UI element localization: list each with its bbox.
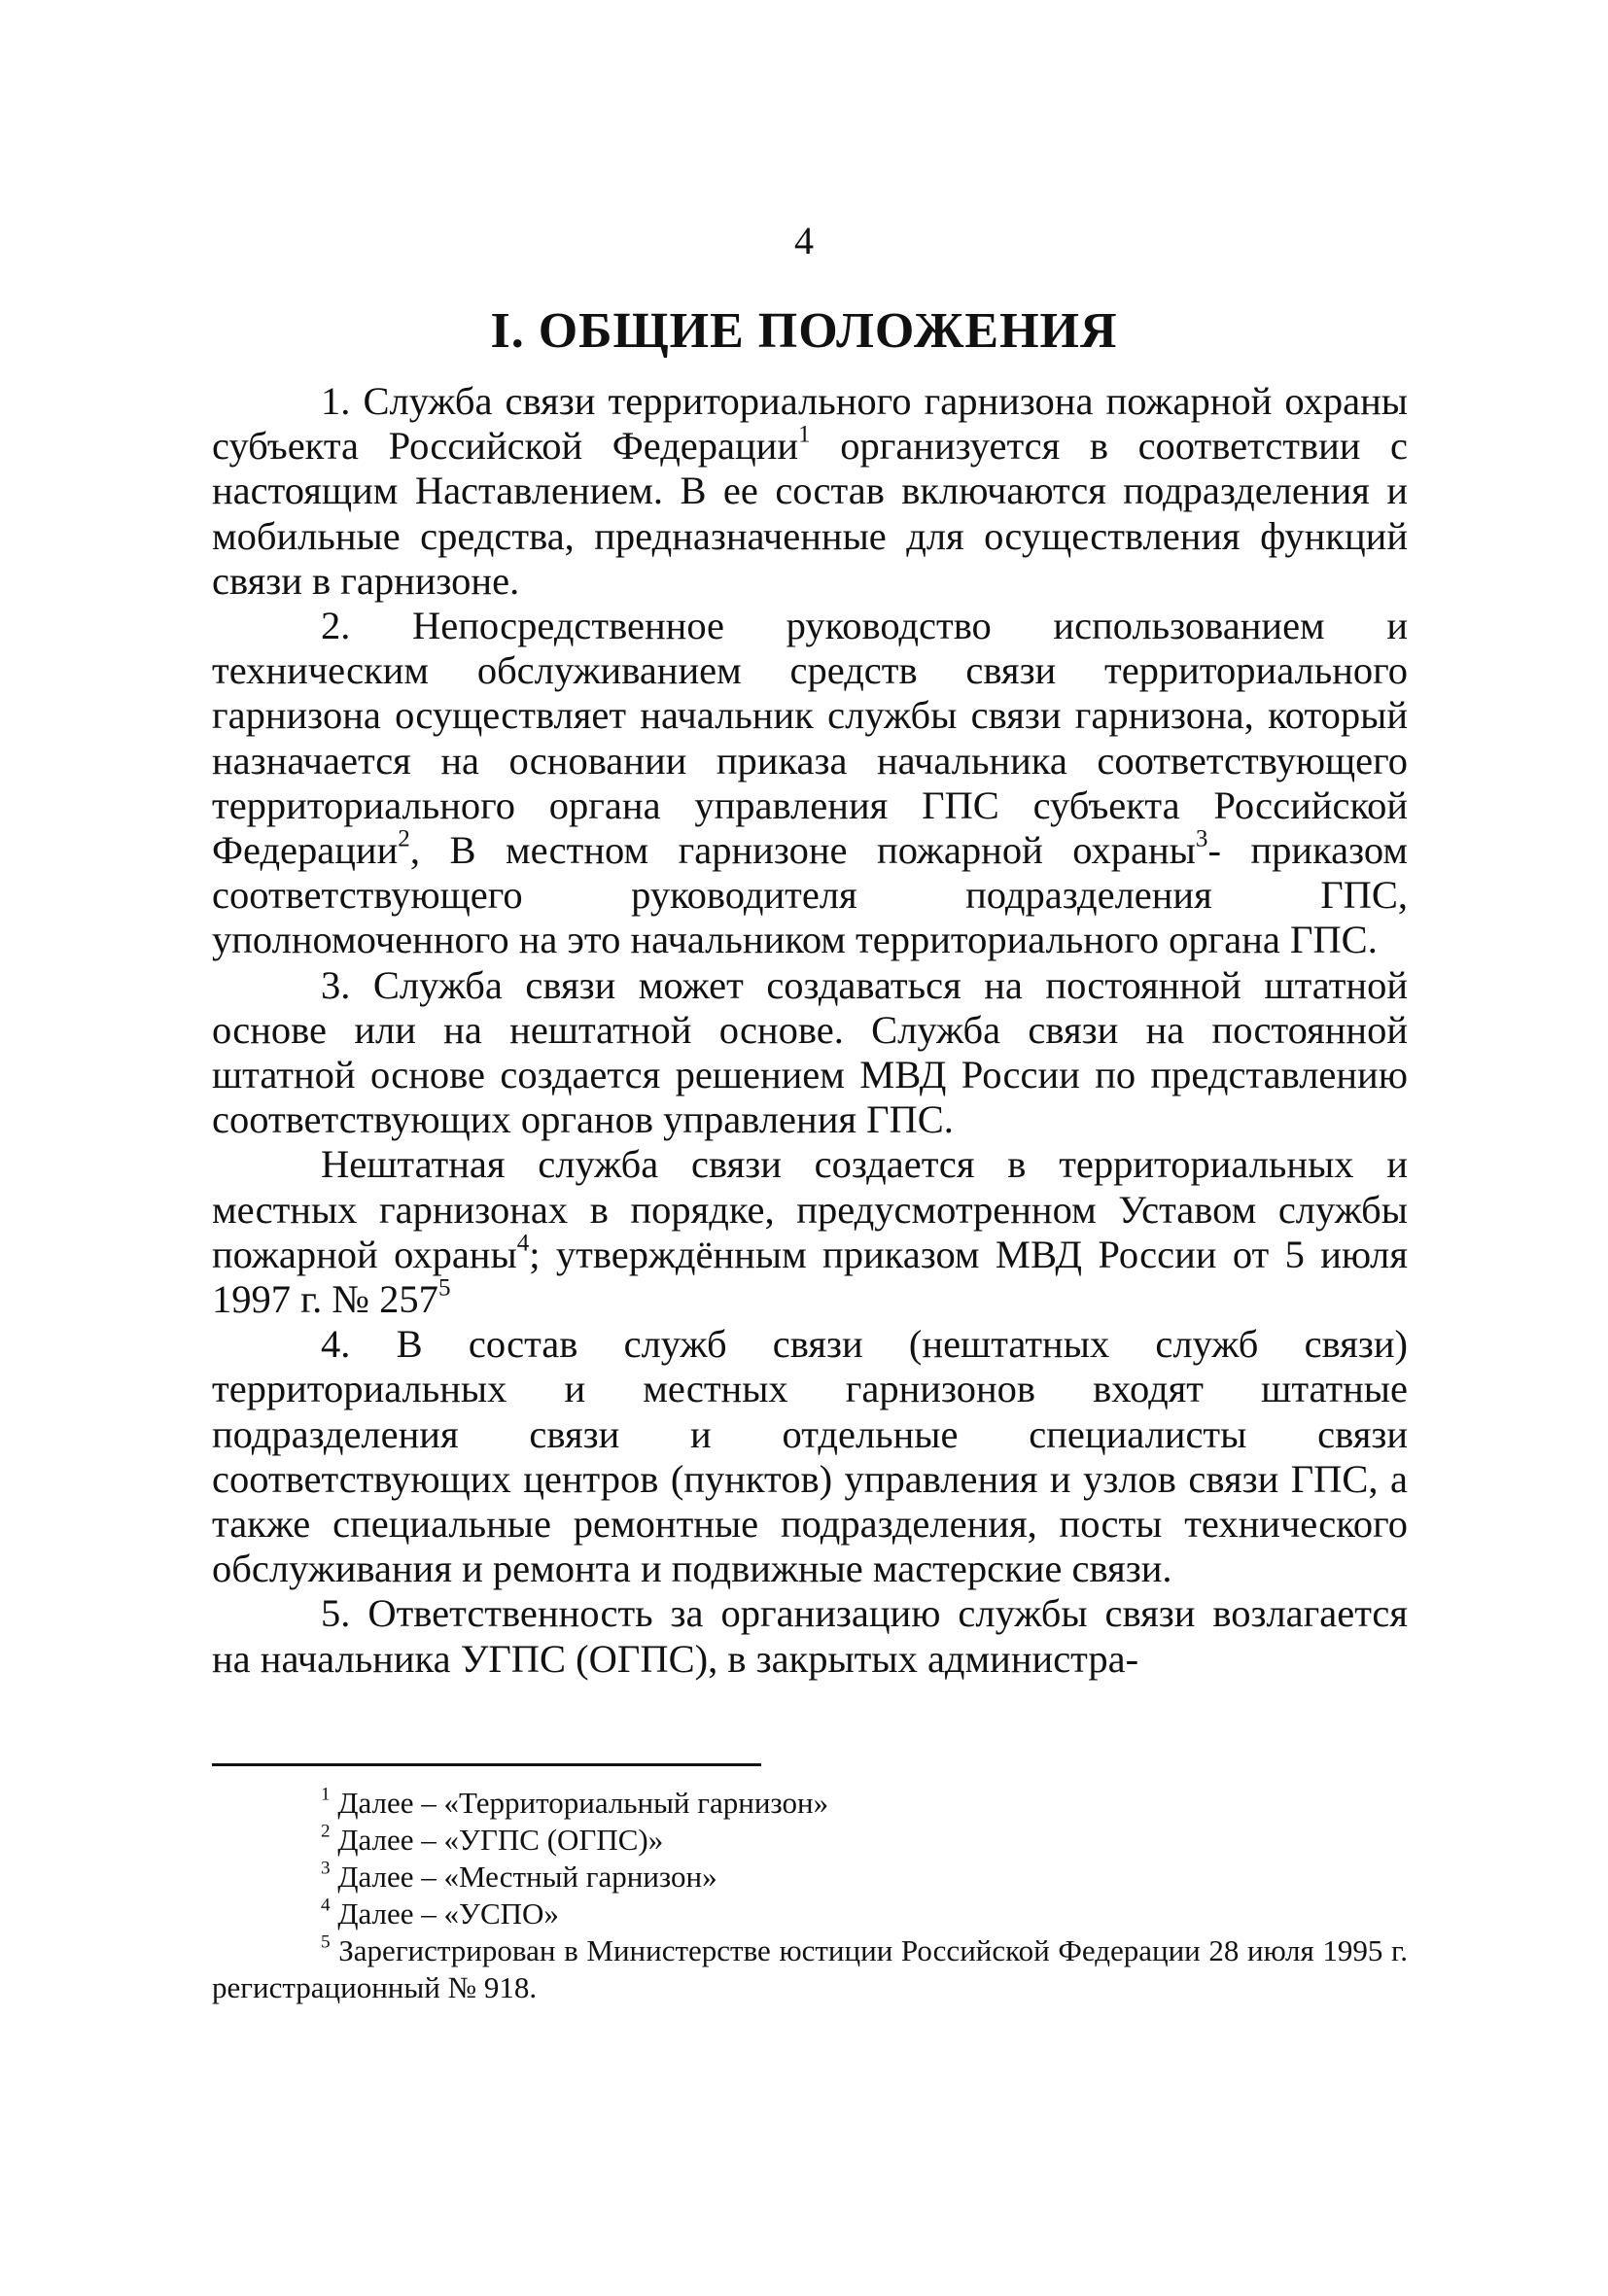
footnote-3 <box>212 1859 1408 1896</box>
footnote-text: Зарегистрирован в Министерстве юстиции Российской Федерации 28 июля 1995 г. регистрационный № 918. <box>212 1933 1408 2004</box>
paragraph-4 <box>212 1142 1408 1322</box>
footnote-text: Далее – «Местный гарнизон» <box>337 1860 717 1894</box>
paragraph-4-text: Нештатная служба связи создается в территориальных и местных гарнизонах в порядке, предусмотренном Уставом службы пожарной охраны <box>212 1142 1408 1276</box>
paragraph-2 <box>212 604 1408 963</box>
paragraph-1 <box>212 379 1408 604</box>
footnote-4 <box>212 1896 1408 1932</box>
footnote-ref-1: 1 <box>798 421 811 448</box>
footnote-5 <box>212 1932 1408 2006</box>
paragraph-5: 4. В состав служб связи (нештатных служб связи) территориальных и местных гарнизонов входят штатные подразделения связи и отдельные специалисты связи соответствующих центров (пунктов) управления и узлов связи ГПС, а также специальные ремонтные подразделения, посты технического обслуживания и ремонта и подвижные мастерские связи. <box>212 1322 1408 1591</box>
footnote-text: Далее – «УСПО» <box>337 1896 559 1931</box>
section-title: I. ОБЩИЕ ПОЛОЖЕНИЯ <box>490 303 1118 359</box>
paragraph-2-text-cont: , В местном гарнизоне пожарной охраны <box>409 828 1196 873</box>
page-number: 4 <box>794 219 814 262</box>
paragraph-4-text-cont: ; утверждённым приказом МВД России от 5 июля 1997 г. № 257 <box>212 1232 1408 1322</box>
footnote-ref-4: 4 <box>516 1230 530 1257</box>
footnote-divider <box>212 1763 761 1766</box>
footnote-mark: 3 <box>321 1858 331 1879</box>
footnote-mark: 5 <box>321 1931 331 1953</box>
paragraph-6: 5. Ответственность за организацию службы связи возлагается на начальника УГПС (ОГПС), в закрытых администра- <box>212 1591 1408 1681</box>
footnote-mark: 2 <box>321 1821 331 1842</box>
footnote-text: Далее – «УГПС (ОГПС)» <box>337 1823 664 1857</box>
paragraph-1-text-cont: организуется в соответствии с настоящим Наставлением. В ее состав включаются подразделения и мобильные средства, предназначенные для осуществления функций связи в гарнизоне. <box>212 424 1408 603</box>
footnote-1 <box>212 1771 1408 1822</box>
paragraph-2-text-end: - приказом соответствующего руководителя подразделения ГПС, уполномоченного на это начальником территориального органа ГПС. <box>212 828 1408 962</box>
paragraph-1-text: 1. Служба связи территориального гарнизона пожарной охраны субъекта Российской Федерации <box>212 379 1408 469</box>
paragraph-3: 3. Служба связи может создаваться на постоянной штатной основе или на нештатной основе. Служба связи на постоянной штатной основе создается решением МВД России по представлению соответствующих органов управления ГПС. <box>212 962 1408 1142</box>
body-text <box>212 379 1408 1682</box>
footnote-2 <box>212 1822 1408 1859</box>
footnote-mark: 4 <box>321 1895 331 1916</box>
footnote-ref-3: 3 <box>1195 825 1208 852</box>
footnote-text: Далее – «Территориальный гарнизон» <box>337 1786 829 1820</box>
paragraph-2-text: 2. Непосредственное руководство использованием и техническим обслуживанием средств связи территориального гарнизона осуществляет начальник службы связи гарнизона, который назначается на основании приказа начальника соответствующего территориального органа управления ГПС субъекта Российской Федерации <box>212 604 1408 873</box>
footnote-ref-5: 5 <box>437 1274 451 1302</box>
footnote-mark: 1 <box>321 1784 331 1805</box>
footnote-ref-2: 2 <box>398 825 410 852</box>
footnotes <box>212 1771 1408 2006</box>
